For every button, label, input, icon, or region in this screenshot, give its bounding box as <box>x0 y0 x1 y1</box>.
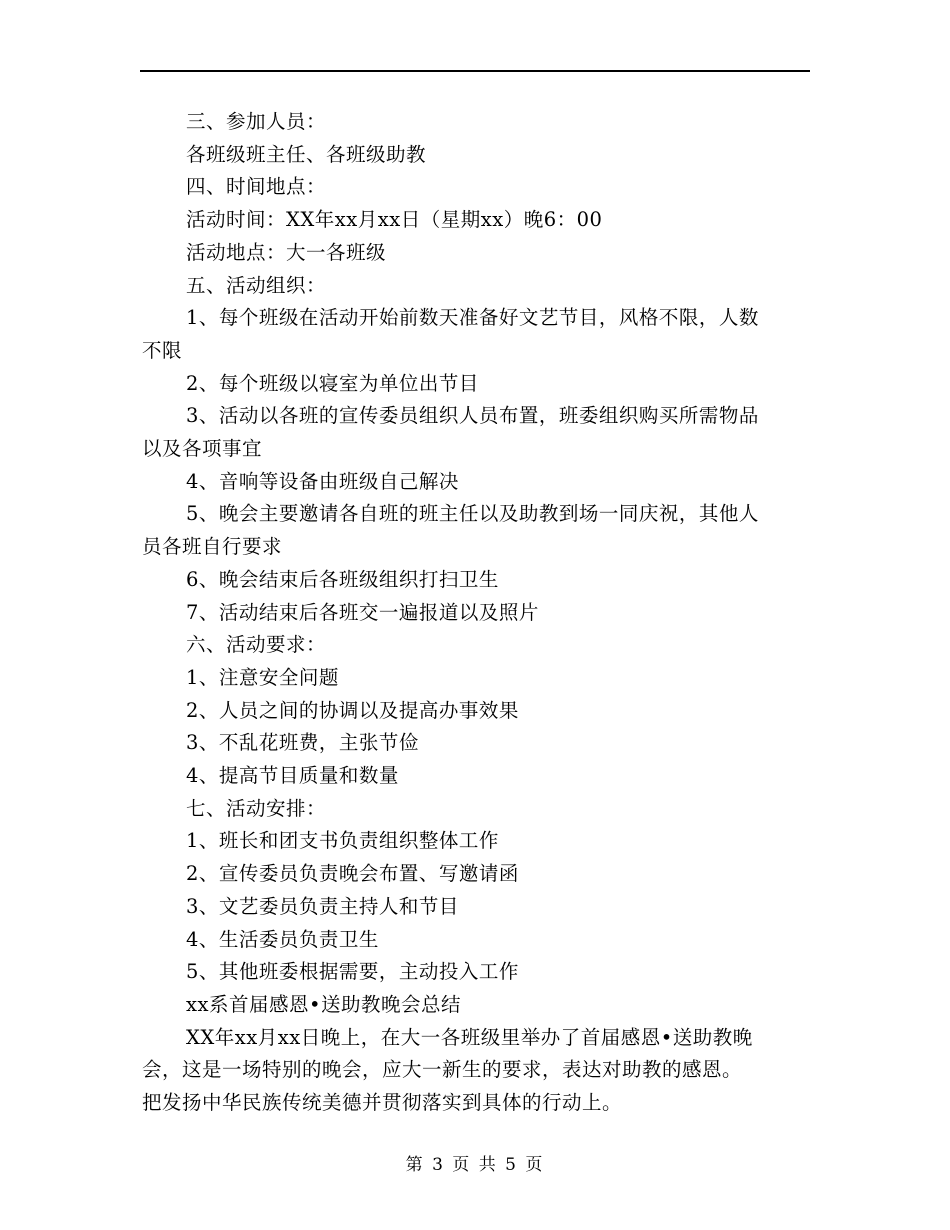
text-line: 五、活动组织： <box>186 273 327 297</box>
text-line: 4、提高节目质量和数量 <box>186 764 399 788</box>
text-line: 活动地点：大一各班级 <box>186 240 387 264</box>
text-line: 员各班自行要求 <box>142 535 283 559</box>
text-line: 4、生活委员负责卫生 <box>186 927 379 951</box>
text-line: 1、班长和团支书负责组织整体工作 <box>186 829 499 853</box>
header-rule <box>140 70 810 72</box>
text-line: xx系首届感恩•送助教晚会总结 <box>186 992 461 1016</box>
text-line: 6、晚会结束后各班级组织打扫卫生 <box>186 567 499 591</box>
text-line: 2、人员之间的协调以及提高办事效果 <box>186 698 519 722</box>
text-line: 5、晚会主要邀请各自班的班主任以及助教到场一同庆祝，其他人 <box>186 502 759 526</box>
text-line: XX年xx月xx日晚上，在大一各班级里举办了首届感恩•送助教晚 <box>186 1025 753 1049</box>
text-line: 各班级班主任、各班级助教 <box>186 142 427 166</box>
text-line: 不限 <box>142 338 183 362</box>
document-body <box>142 106 810 1120</box>
text-line: 七、活动安排： <box>186 796 327 820</box>
text-line: 2、每个班级以寝室为单位出节目 <box>186 371 479 395</box>
text-line: 以及各项事宜 <box>142 437 263 461</box>
text-line: 1、每个班级在活动开始前数天准备好文艺节目，风格不限，人数 <box>186 306 759 330</box>
text-line: 把发扬中华民族传统美德并贯彻落实到具体的行动上。 <box>142 1091 623 1115</box>
page-footer: 第 3 页 共 5 页 <box>405 1155 545 1175</box>
text-line: 2、宣传委员负责晚会布置、写邀请函 <box>186 862 519 886</box>
text-line: 7、活动结束后各班交一遍报道以及照片 <box>186 600 539 624</box>
text-line: 会，这是一场特别的晚会，应大一新生的要求，表达对助教的感恩。 <box>142 1058 743 1082</box>
text-line: 活动时间：XX年xx月xx日（星期xx）晚6：00 <box>186 208 603 232</box>
text-line: 三、参加人员： <box>186 110 327 133</box>
text-line: 3、不乱花班费，主张节俭 <box>186 731 419 755</box>
text-line: 4、音响等设备由班级自己解决 <box>186 469 459 493</box>
text-line: 3、文艺委员负责主持人和节目 <box>186 894 459 918</box>
text-line: 六、活动要求： <box>186 633 327 657</box>
text-line: 四、时间地点： <box>186 175 327 199</box>
text-line: 5、其他班委根据需要，主动投入工作 <box>186 960 519 984</box>
text-line: 3、活动以各班的宣传委员组织人员布置，班委组织购买所需物品 <box>186 404 759 428</box>
text-line: 1、注意安全问题 <box>186 665 339 689</box>
